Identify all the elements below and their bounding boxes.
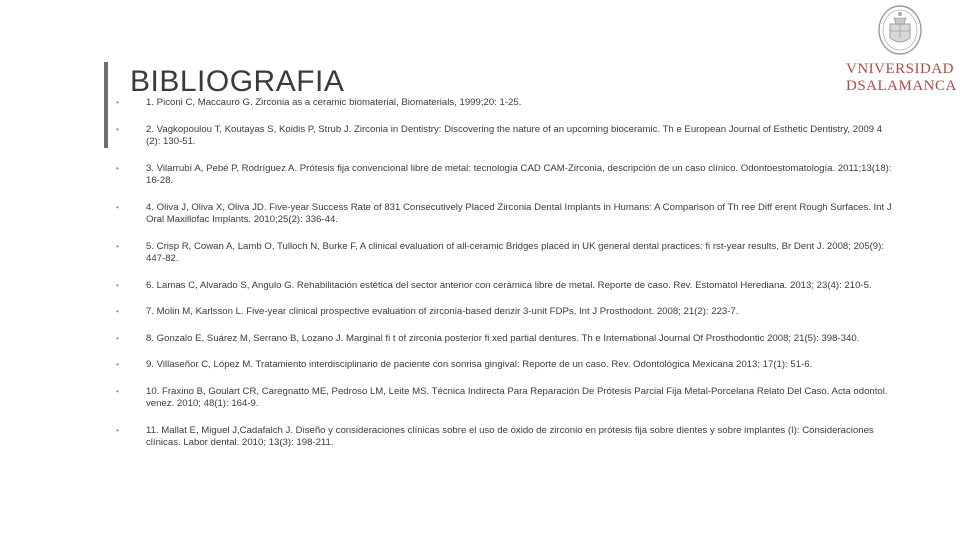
reference-item bbox=[116, 124, 896, 149]
university-seal-icon bbox=[876, 4, 924, 56]
reference-item bbox=[116, 425, 896, 450]
reference-item bbox=[116, 333, 896, 346]
reference-text: 11. Mallat E, Miguel J,Cadafalch J. Diseño y consideraciones clínicas sobre el uso de óxido de zirconio en prótesis fija sobre dientes y sobre implantes (I): Consideraciones clínicas. Labor dental. 2010; 13(3): 198-211. bbox=[146, 424, 874, 448]
bullet-icon: • bbox=[116, 241, 119, 251]
bullet-icon: • bbox=[116, 333, 119, 343]
reference-item bbox=[116, 280, 896, 293]
bullet-icon: • bbox=[116, 280, 119, 290]
reference-text: 8. Gonzalo E, Suárez M, Serrano B, Lozano J. Marginal fi t of zirconia posterior fi xed partial dentures. Th e International Journal Of Prosthodontic 2008; 21(5): 398-340. bbox=[146, 332, 860, 344]
reference-text: 2. Vagkopoulou T, Koutayas S, Koidis P, Strub J. Zirconia in Dentistry: Discovering the nature of an upcoming bioceramic. Th e European Journal of Esthetic Dentistry, 2009 4 (2): 130-51. bbox=[146, 123, 883, 147]
bullet-icon: • bbox=[116, 124, 119, 134]
reference-text: 5. Crisp R, Cowan A, Lamb O, Tulloch N, Burke F, A clinical evaluation of all-ceramic Bridges placed in UK general dental practices: fi rst-year results, Br Dent J. 2008; 205(9): 447-82. bbox=[146, 240, 884, 264]
reference-item bbox=[116, 163, 896, 188]
university-logo bbox=[846, 4, 957, 96]
reference-text: 10. Fraxino B, Goulart CR, Caregnatto ME, Pedroso LM, Leite MS. Técnica Indirecta Para Reparación De Prótesis Parcial Fija Metal-Porcelana Relato Del Caso. Acta odontol. venez. 2010; 48(1): 164-9. bbox=[146, 385, 888, 409]
reference-list bbox=[116, 97, 896, 464]
reference-item bbox=[116, 241, 896, 266]
bullet-icon: • bbox=[116, 307, 119, 316]
title-accent-bar bbox=[104, 62, 108, 148]
reference-text: 1. Piconi C, Maccauro G. Zirconia as a ceramic biomaterial, Biomaterials, 1999;20: 1-25. bbox=[146, 97, 522, 108]
logo-text-line2: DSALAMANCA bbox=[846, 78, 957, 94]
bullet-icon: • bbox=[116, 425, 119, 435]
bullet-icon: • bbox=[116, 386, 119, 396]
reference-text: 3. Vilarrubí A, Pebé P, Rodríguez A. Prótesis fija convencional libre de metal: tecnología CAD CAM-Zirconia, descripción de un caso clínico. Odontoestomatología. 2011;13(18): 16-28. bbox=[146, 162, 892, 186]
reference-text: 9. Villaseñor C, López M. Tratamiento interdisciplinario de paciente con sonrisa gingival: Reporte de un caso. Rev. Odontológica Mexicana 2013; 17(1): 51-6. bbox=[146, 359, 813, 370]
reference-item bbox=[116, 359, 896, 372]
bullet-icon: • bbox=[116, 360, 119, 369]
reference-item bbox=[116, 306, 896, 319]
reference-item bbox=[116, 202, 896, 227]
slide-title: BIBLIOGRAFIA bbox=[130, 65, 345, 98]
reference-text: 4. Oliva J, Oliva X, Oliva JD. Five-year Success Rate of 831 Consecutively Placed Zirconia Dental Implants in Humans: A Comparison of Th ree Diff erent Rough Surfaces. Int J Oral Maxillofac Implants. 2010;25(2): 336-44. bbox=[146, 201, 892, 225]
bullet-icon: • bbox=[116, 98, 119, 107]
reference-item bbox=[116, 97, 896, 110]
reference-text: 7. Molin M, Karlsson L. Five-year clinical prospective evaluation of zirconia-based denzir 3-unit FDPs, Int J Prosthodont. 2008; 21(2): 223-7. bbox=[146, 306, 739, 317]
logo-text-line1: VNIVERSIDAD bbox=[846, 61, 954, 77]
bullet-icon: • bbox=[116, 163, 119, 173]
reference-item bbox=[116, 386, 896, 411]
reference-text: 6. Lamas C, Alvarado S, Angulo G. Rehabilitación estética del sector anterior con cerámica libre de metal. Reporte de caso. Rev. Estomatol Herediana. 2013; 23(4): 210-5. bbox=[146, 279, 872, 291]
bullet-icon: • bbox=[116, 202, 119, 212]
